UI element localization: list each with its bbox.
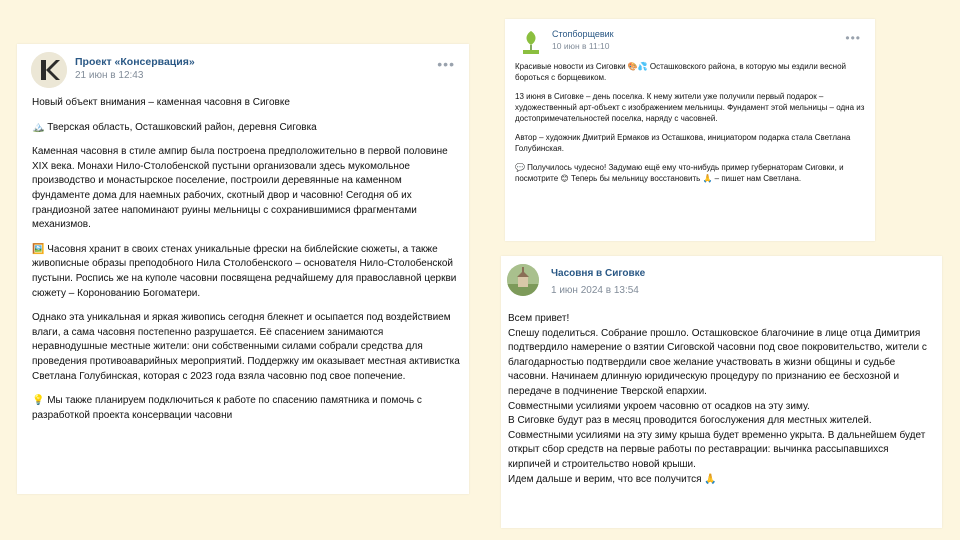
post-author[interactable]: Часовня в Сиговке <box>551 268 646 279</box>
post-paragraph: Совместными усилиями укроем часовню от осадков на эту зиму. <box>508 400 810 412</box>
post-author[interactable]: Проект «Консервация» <box>75 56 195 68</box>
post-paragraph: 💡 Мы также планируем подключиться к работе по спасению памятника и помочь с разработкой проекта консервации часовни <box>32 395 422 421</box>
more-options-icon[interactable]: ••• <box>845 31 861 45</box>
post-paragraph: Каменная часовня в стиле ампир была построена предположительно в первой половине XIX века. Монахи Нило-Столобенской пустыни организовали здесь мукомольное производство и монастырское поселение, построили деревянные на каменном фундаменте дома для наемных рабочих, скотный двор и часовню! Сегодня об их грандиозной затее напоминают руины мельницы с сохранившимися фрагментами механизмов. <box>32 146 448 231</box>
post-chasovnya-v-sigovke <box>501 256 942 528</box>
post-paragraph: Всем привет! <box>508 313 570 324</box>
post-paragraph: Спешу поделиться. Собрание прошло. Осташковское благочиние в лице отца Димитрия подтвердило намерение о взятии Сиговской часовни под свое покровительство, жители с благодарностью подтвердили свое желание участвовать в жизни общины и судьбе часовни. Начинаем длинную юридическую процедуру по признанию ее бесхозной и передаче в подчинение Тверской епархии. <box>508 327 927 397</box>
post-date[interactable]: 21 июн в 12:43 <box>75 70 144 81</box>
post-date[interactable]: 10 июн в 11:10 <box>552 41 610 51</box>
chapel-photo-icon <box>507 264 539 296</box>
more-options-icon[interactable]: ••• <box>437 56 455 72</box>
post-text <box>515 61 865 184</box>
post-text <box>32 96 460 423</box>
leaf-logo-icon <box>516 27 546 57</box>
post-proekt-konservatsiya <box>17 44 469 494</box>
post-paragraph: 🏔️ Тверская область, Осташковский район, деревня Сиговка <box>32 121 317 133</box>
post-paragraph: 🖼️ Часовня хранит в своих стенах уникальные фрески на библейские сюжеты, а также живописные образы преподобного Нила Столобенского – основателя Нило-Столобенской пустыни. Роспись же на куполе часовни посвящена редчайшему для православной церкви сюжету – Коронованию Богоматери. <box>32 243 457 299</box>
post-paragraph: Красивые новости из Сиговки 🎨💦 Осташковского района, в которую мы ездили весной бороться с борщевиком. <box>515 62 846 82</box>
post-paragraph: Автор – художник Дмитрий Ермаков из Осташкова, инициатором подарка стала Светлана Голубинская. <box>515 133 851 153</box>
post-paragraph: В Сиговке будут раз в месяц проводится богослужения для местных жителей. <box>508 415 872 427</box>
community-avatar[interactable] <box>507 264 539 296</box>
post-author[interactable]: Стопборщевик <box>552 29 614 39</box>
post-paragraph: Однако эта уникальная и яркая живопись сегодня блекнет и осыпается под воздействием влаги, а сама часовня постепенно разрушается. Её спасением занимаются неравнодушные местные жители: они собственными силами собрали средства для проведения противоаварийных мероприятий. Поддержку им оказывает местная активистка Светлана Голубинская, которая с 2023 года взяла часовню под свое попечение. <box>32 312 460 382</box>
post-date[interactable]: 1 июн 2024 в 13:54 <box>551 285 639 296</box>
post-paragraph: Идем дальше и верим, что все получится 🙏 <box>508 473 717 485</box>
post-stopborshchevik <box>505 19 875 241</box>
community-avatar[interactable] <box>31 52 67 88</box>
post-paragraph: Новый объект внимания – каменная часовня в Сиговке <box>32 97 290 108</box>
post-paragraph: 13 июня в Сиговке – день поселка. К нему жители уже получили первый подарок – художественный арт-объект с изображением мельницы. Фундамент этой мельницы – одна из достопримечательностей поселка, наряду с часовней. <box>515 92 865 123</box>
post-paragraph: 💬 Получилось чудесно! Задумаю ещё ему что-нибудь пример губернаторам Сиговки, и посмотрите 😊 Теперь бы мельницу восстановить 🙏 – пишет нам Светлана. <box>515 163 844 183</box>
post-paragraph: Совместными усилиями на эту зиму крыша будет временно укрыта. В дальнейшем будет открыт сбор средств на первые работы по реставрации: вычинка рассыпавшихся кирпичей и строительство новой крыши. <box>508 429 926 470</box>
post-text <box>508 312 934 487</box>
community-avatar[interactable] <box>516 27 546 57</box>
k-logo-icon <box>31 52 67 88</box>
